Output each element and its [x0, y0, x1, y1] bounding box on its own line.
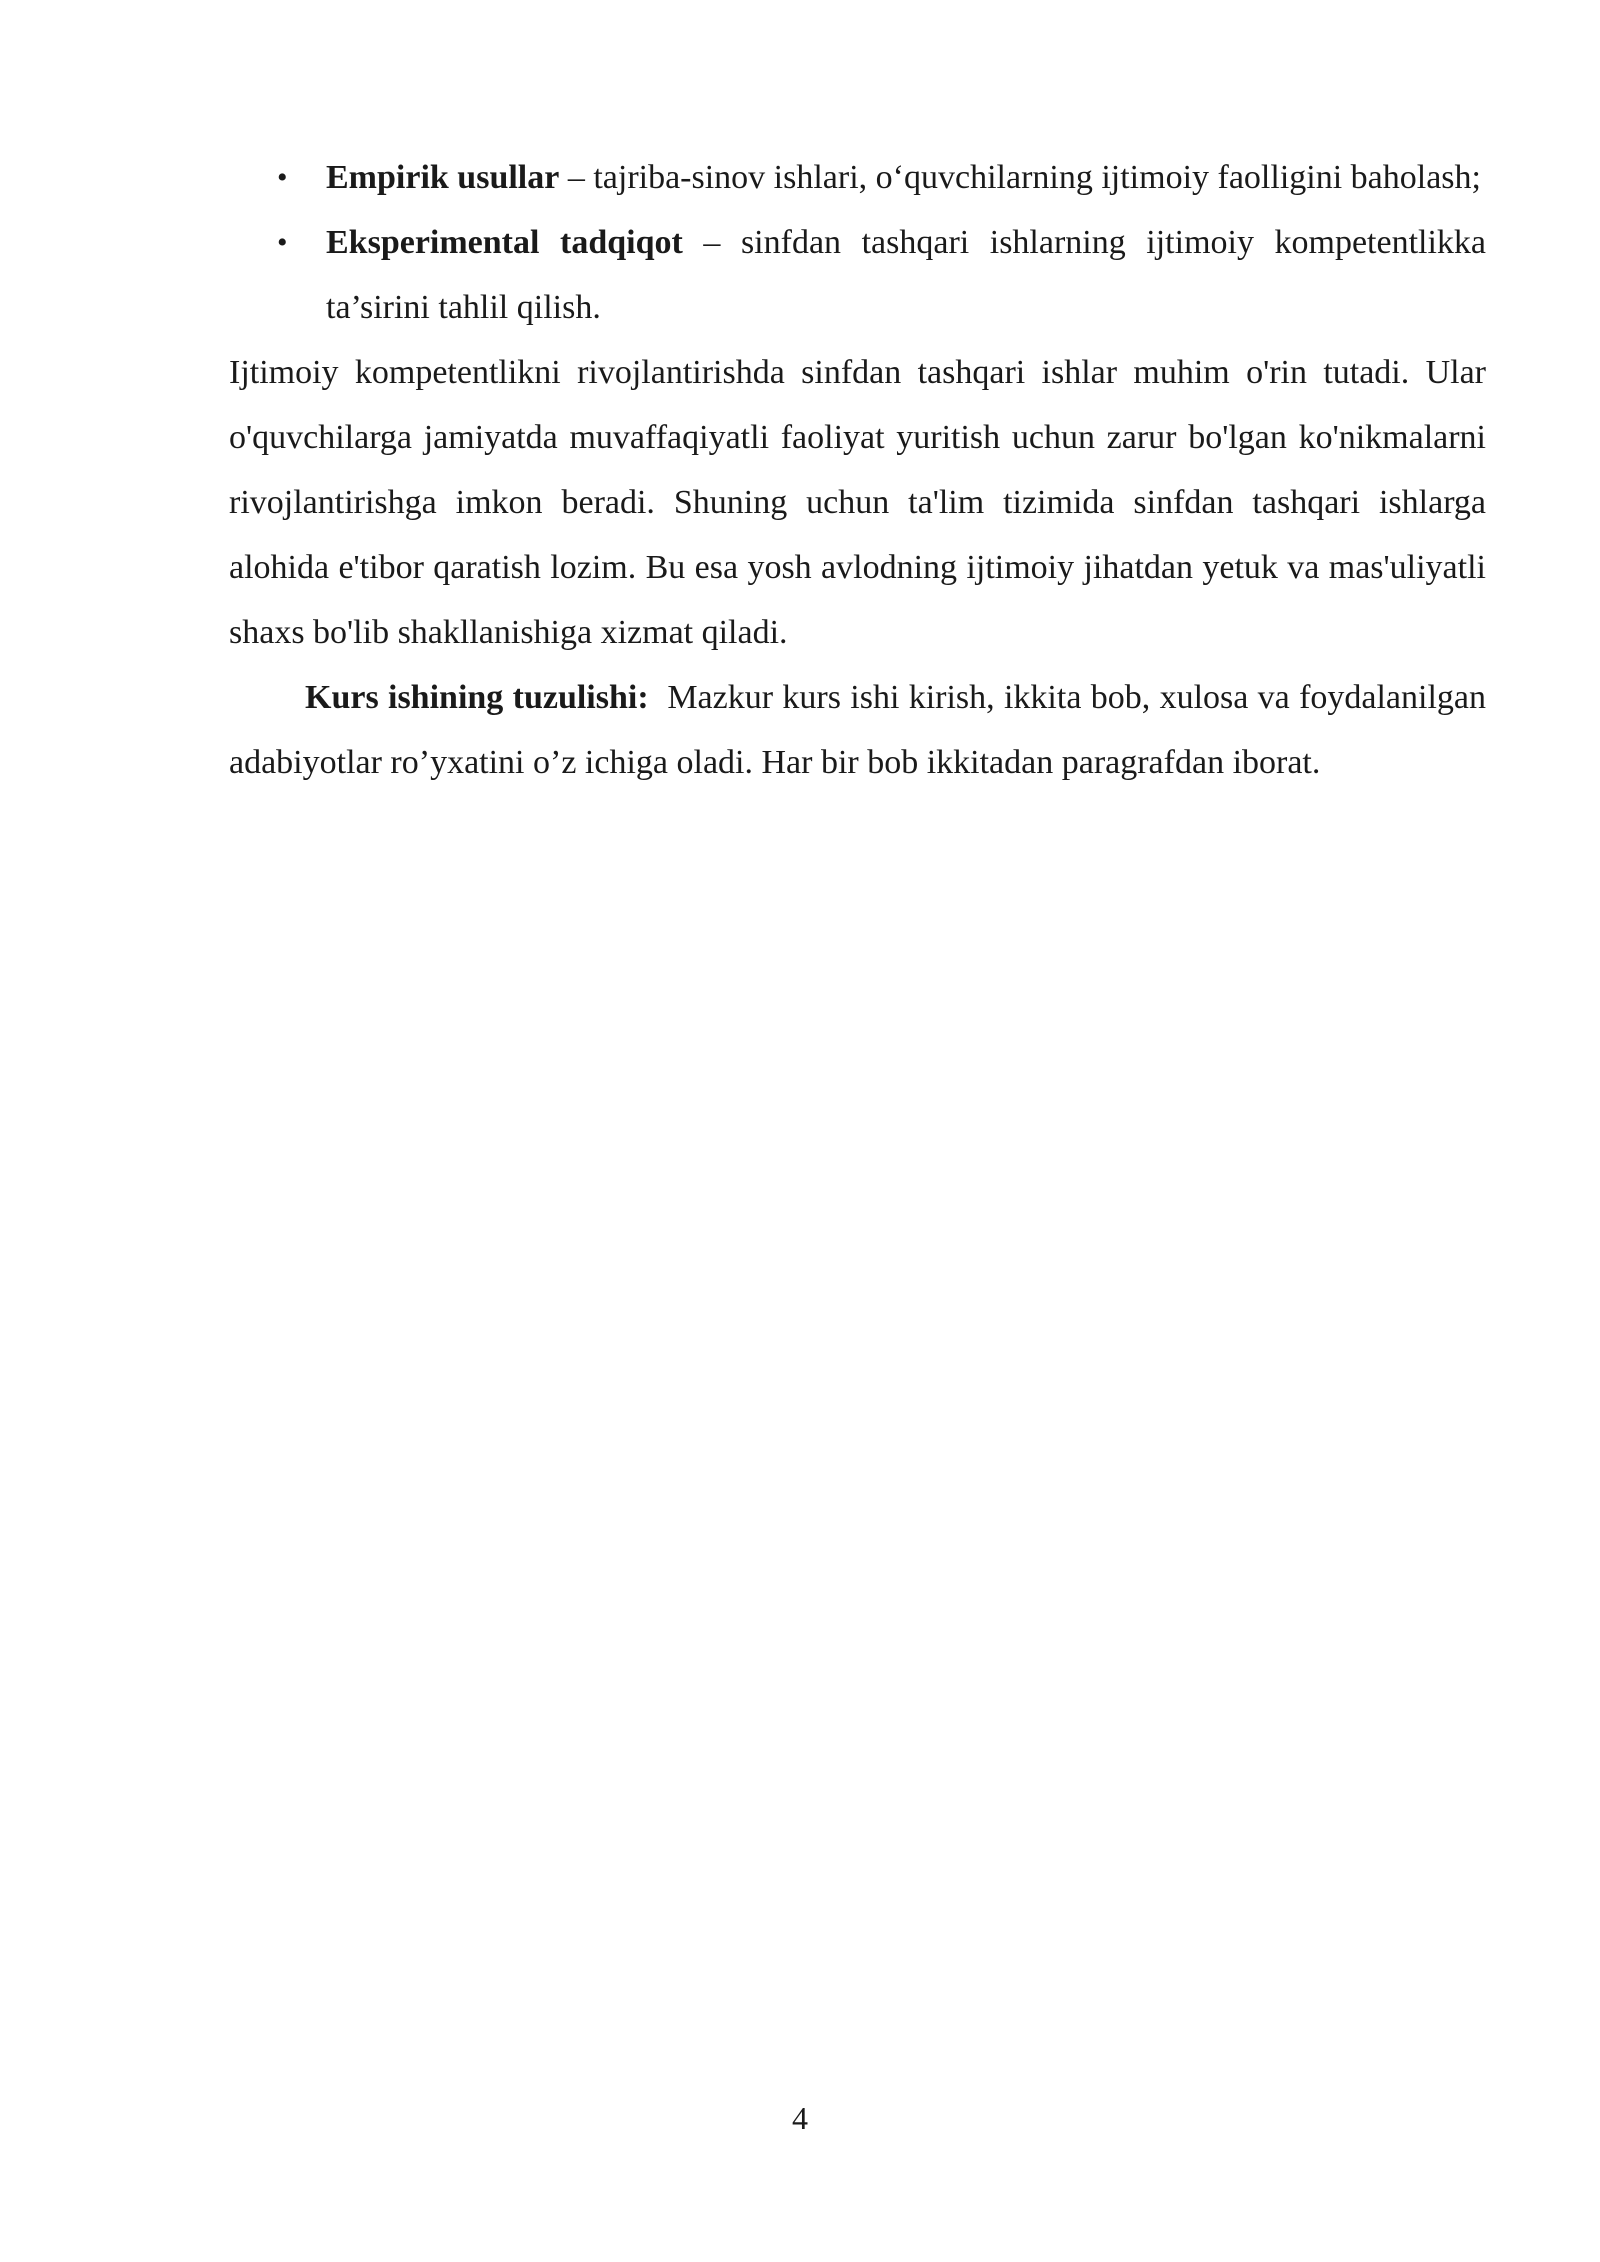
- list-item: [229, 145, 1486, 210]
- bullet-term: Eksperimental tadqiqot: [326, 224, 683, 261]
- structure-paragraph: [229, 665, 1486, 795]
- bullet-text: – tajriba-sinov ishlari, o‘quvchilarning ijtimoiy faolligini baholash;: [567, 159, 1481, 196]
- bullet-icon: •: [277, 161, 288, 194]
- list-item: [229, 210, 1486, 340]
- bullet-text: – sinfdan tashqari ishlarning ijtimoiy kompetentlikka ta’sirini tahlil qilish.: [326, 224, 1487, 326]
- page-content: [229, 145, 1486, 795]
- bullet-term: Empirik usullar: [326, 159, 560, 196]
- body-paragraph: Ijtimoiy kompetentlikni rivojlantirishda sinfdan tashqari ishlar muhim o'rin tutadi. Ular o'quvchilarga jamiyatda muvaffaqiyatli faoliyat yuritish uchun zarur bo'lgan ko'nikmalarni rivojlantirishga imkon beradi. Shuning uchun ta'lim tizimida sinfdan tashqari ishlarga alohida e'tibor qaratish lozim. Bu esa yosh avlodning ijtimoiy jihatdan yetuk va mas'uliyatli shaxs bo'lib shakllanishiga xizmat qiladi.: [229, 354, 1486, 651]
- structure-text: Mazkur kurs ishi kirish, ikkita bob, xulosa va foydalanilgan adabiyotlar ro’yxatini o’z ichiga oladi. Har bir bob ikkitadan paragrafdan iborat.: [229, 679, 1487, 781]
- structure-heading: Kurs ishining tuzulishi:: [305, 679, 649, 716]
- page-number: 4: [792, 2100, 808, 2136]
- bullet-icon: •: [277, 226, 288, 259]
- methods-list: [229, 145, 1486, 340]
